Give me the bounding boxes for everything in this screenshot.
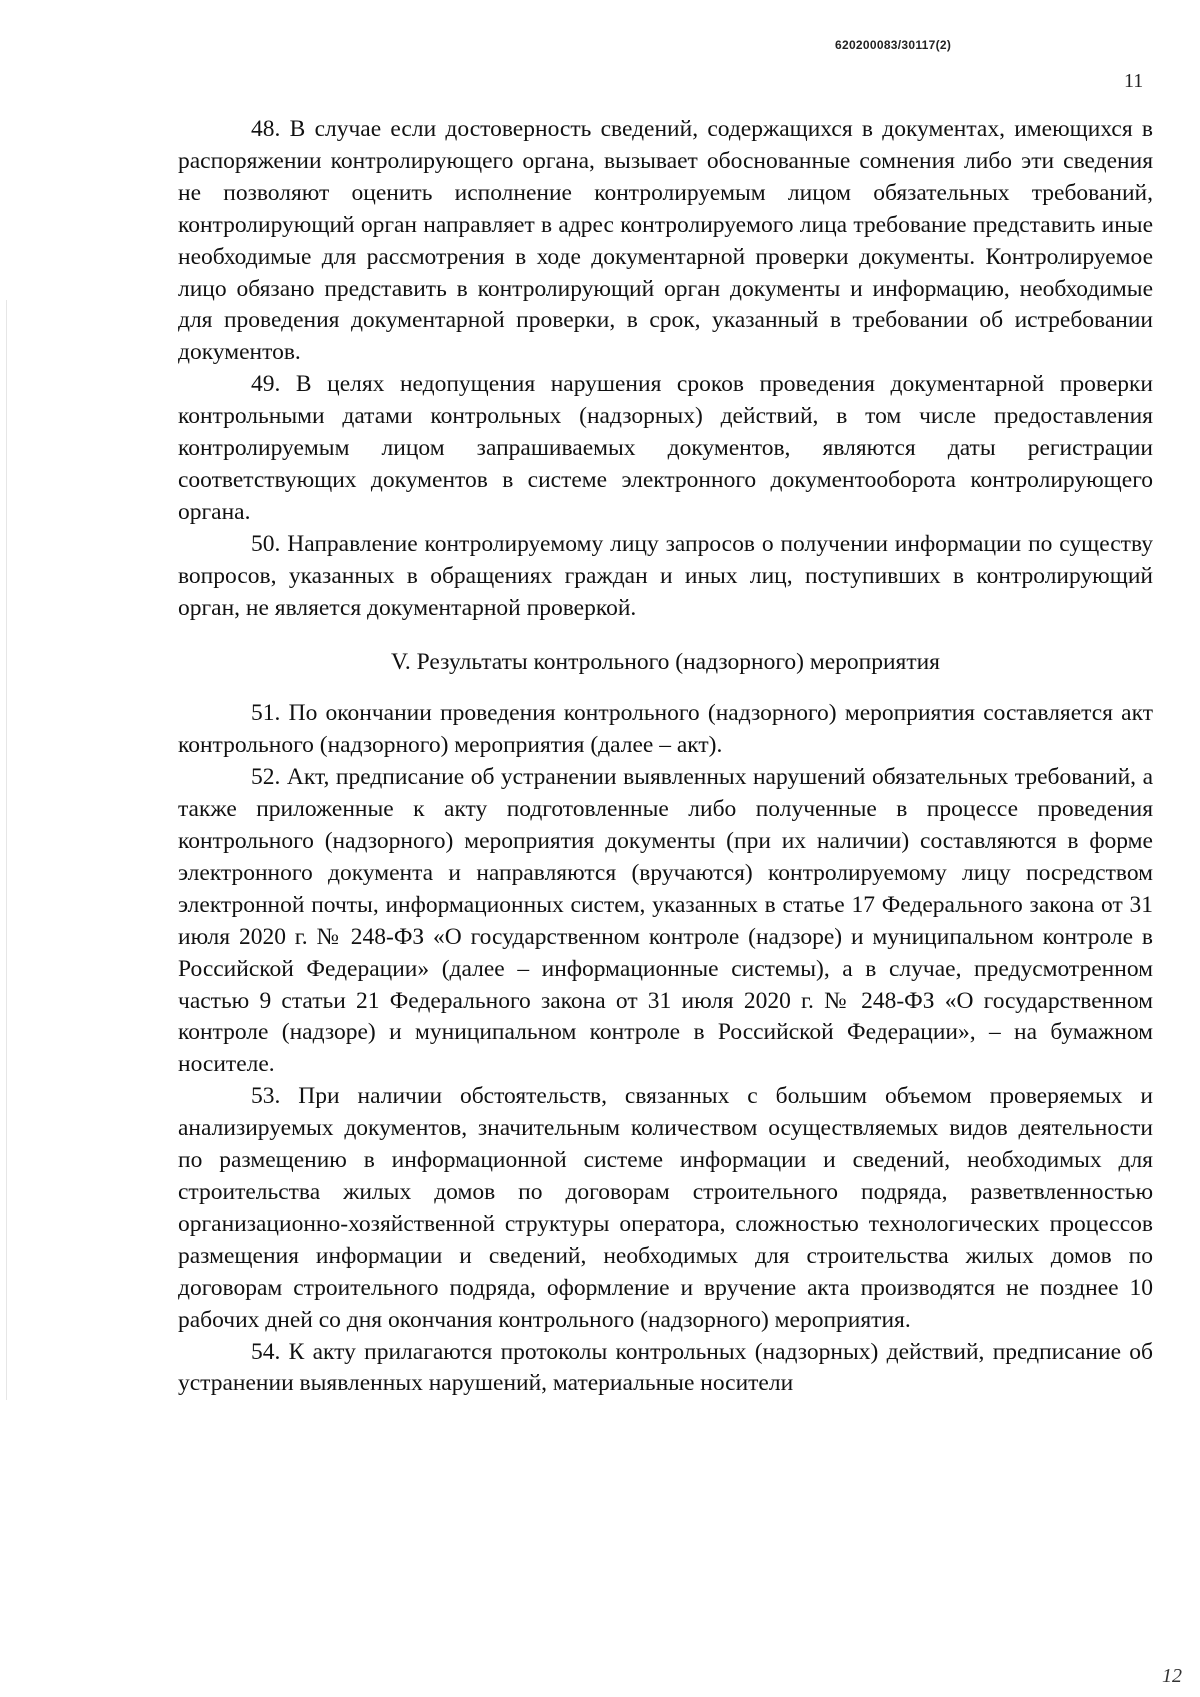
paragraph-50: 50. Направление контролируемому лицу запросов о получении информации по существу вопросов, указанных в обращениях граждан и иных лиц, поступивших в контролирующий орган, не является документарной проверкой.	[178, 530, 1153, 621]
paragraph-49: 49. В целях недопущения нарушения сроков проведения документарной проверки контрольными датами контрольных (надзорных) действий, в том числе предоставления контролируемым лицом запрашиваемых документов, являются даты регистрации соответствующих документов в системе электронного документооборота контролирующего органа.	[178, 371, 1153, 525]
paragraph-53: 53. При наличии обстоятельств, связанных с большим объемом проверяемых и анализируемых документов, значительным количеством осуществляемых видов деятельности по размещению в информационной системе информации и сведений, необходимых для строительства жилых домов по договорам строительного подряда, разветвленностью организационно-хозяйственной структуры оператора, сложностью технологических процессов размещения информации и сведений, необходимых для строительства жилых домов по договорам строительного подряда, оформление и вручение акта производятся не позднее 10 рабочих дней со дня окончания контрольного (надзорного) мероприятия.	[178, 1083, 1153, 1333]
paragraph-51: 51. По окончании проведения контрольного (надзорного) мероприятия составляется акт контрольного (надзорного) мероприятия (далее – акт).	[178, 700, 1153, 759]
scan-margin-line	[6, 300, 7, 1400]
handwritten-page-mark: 12	[1162, 1665, 1182, 1687]
paragraph-52: 52. Акт, предписание об устранении выявленных нарушений обязательных требований, а также приложенные к акту подготовленные либо полученные в процессе проведения контрольного (надзорного) мероприятия документы (при их наличии) составляются в форме электронного документа и направляются (вручаются) контролируемому лицу посредством электронной почты, информационных систем, указанных в статье 17 Федерального закона от 31 июля 2020 г. № 248-ФЗ «О государственном контроле (надзоре) и муниципальном контроле в Российской Федерации» (далее – информационные системы), а в случае, предусмотренном частью 9 статьи 21 Федерального закона от 31 июля 2020 г. № 248-ФЗ «О государственном контроле (надзоре) и муниципальном контроле в Российской Федерации», – на бумажном носителе.	[178, 764, 1153, 1078]
document-body	[178, 114, 1153, 1400]
document-code: 620200083/30117(2)	[835, 38, 952, 52]
paragraph-54: 54. К акту прилагаются протоколы контрольных (надзорных) действий, предписание об устранении выявленных нарушений, материальные носители	[178, 1338, 1153, 1397]
section-heading: V. Результаты контрольного (надзорного) мероприятия	[390, 648, 940, 675]
paragraph-48: 48. В случае если достоверность сведений, содержащихся в документах, имеющихся в распоряжении контролирующего органа, вызывает обоснованные сомнения либо эти сведения не позволяют оценить исполнение контролируемым лицом обязательных требований, контролирующий орган направляет в адрес контролируемого лица требование представить иные необходимые для рассмотрения в ходе документарной проверки документы. Контролируемое лицо обязано представить в контролирующий орган документы и информацию, необходимые для проведения документарной проверки, в срок, указанный в требовании об истребовании документов.	[178, 116, 1153, 366]
page-number: 11	[1124, 70, 1144, 92]
